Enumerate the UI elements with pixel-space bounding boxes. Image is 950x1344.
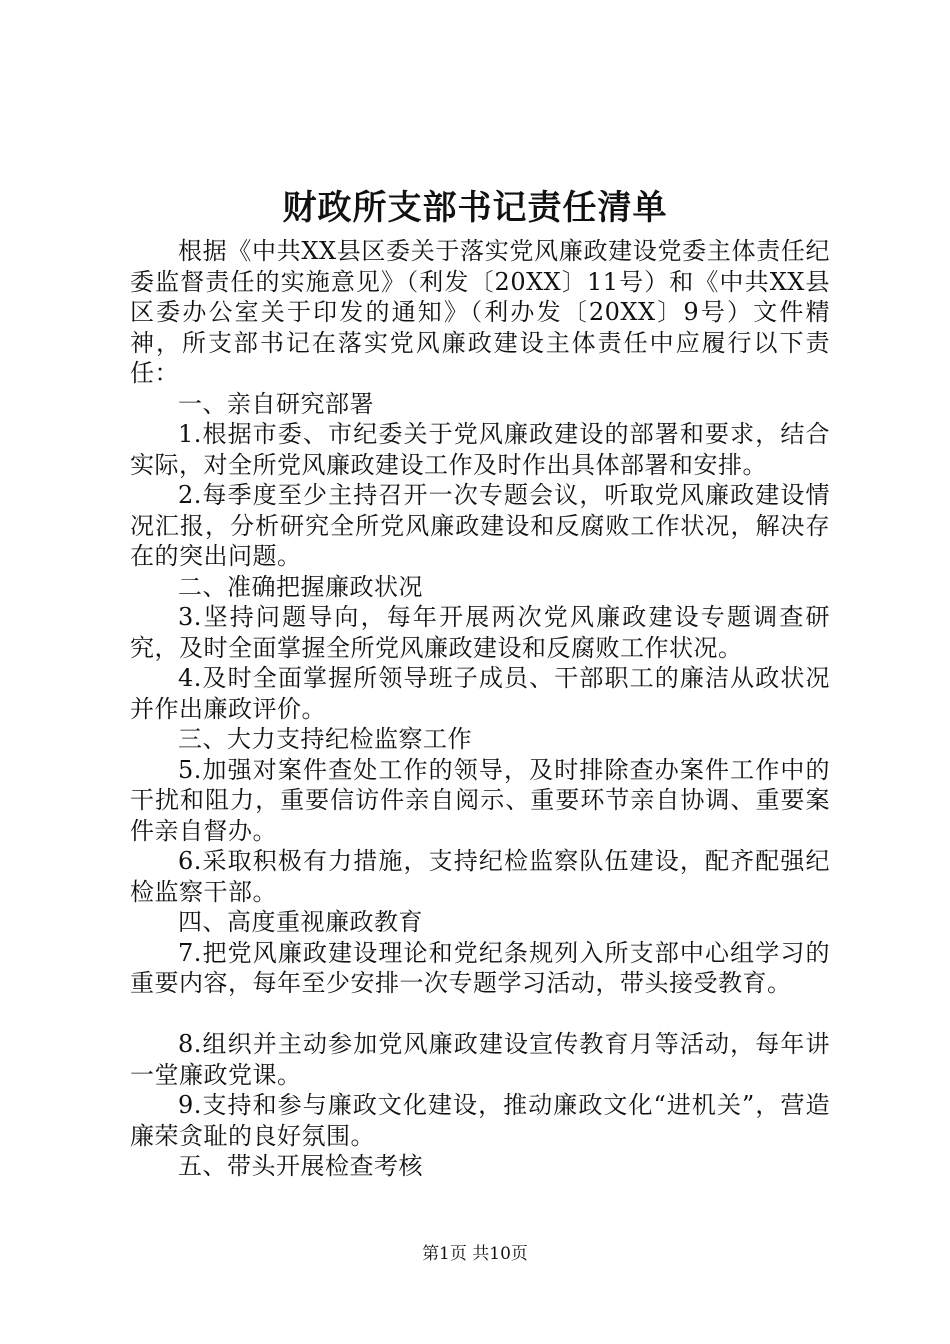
item-paragraph-9: 9.支持和参与廉政文化建设，推动廉政文化“进机关”，营造廉荣贪耻的良好氛围。 — [130, 1091, 830, 1150]
item-paragraph-7: 7.把党风廉政建设理论和党纪条规列入所支部中心组学习的重要内容，每年至少安排一次专题学习活动，带头接受教育。 — [130, 938, 830, 997]
item-paragraph-8: 8.组织并主动参加党风廉政建设宣传教育月等活动，每年讲一堂廉政党课。 — [130, 1030, 830, 1089]
document-body — [130, 236, 830, 1182]
section-heading-5: 五、带头开展检查考核 — [178, 1152, 423, 1180]
item-paragraph-3: 3.坚持问题导向，每年开展两次党风廉政建设专题调查研究，及时全面掌握全所党风廉政建设和反腐败工作状况。 — [130, 603, 830, 662]
section-heading-2: 二、准确把握廉政状况 — [178, 572, 423, 601]
item-paragraph-6: 6.采取积极有力措施，支持纪检监察队伍建设，配齐配强纪检监察干部。 — [130, 847, 830, 906]
document-title: 财政所支部书记责任清单 — [282, 188, 668, 228]
intro-paragraph: 根据《中共XX县区委关于落实党风廉政建设党委主体责任纪委监督责任的实施意见》（利发〔20XX〕11号）和《中共XX县区委办公室关于印发的通知》（利办发〔20XX〕9号）文件精神，所支部书记在落实党风廉政建设主体责任中应履行以下责任： — [130, 237, 830, 387]
section-heading-3: 三、大力支持纪检监察工作 — [178, 725, 472, 753]
item-paragraph-1: 1.根据市委、市纪委关于党风廉政建设的部署和要求，结合实际，对全所党风廉政建设工作及时作出具体部署和安排。 — [130, 420, 830, 479]
item-paragraph-2: 2.每季度至少主持召开一次专题会议，听取党风廉政建设情况汇报，分析研究全所党风廉政建设和反腐败工作状况，解决存在的突出问题。 — [130, 481, 830, 570]
item-paragraph-4: 4.及时全面掌握所领导班子成员、干部职工的廉洁从政状况并作出廉政评价。 — [130, 664, 830, 723]
item-paragraph-5: 5.加强对案件查处工作的领导，及时排除查办案件工作中的干扰和阻力，重要信访件亲自阅示、重要环节亲自协调、重要案件亲自督办。 — [130, 755, 830, 845]
page-footer: 第1页 共10页 — [422, 1244, 528, 1264]
section-heading-4: 四、高度重视廉政教育 — [178, 908, 423, 936]
section-heading-1: 一、亲自研究部署 — [178, 389, 374, 418]
blank-line — [130, 999, 830, 1030]
